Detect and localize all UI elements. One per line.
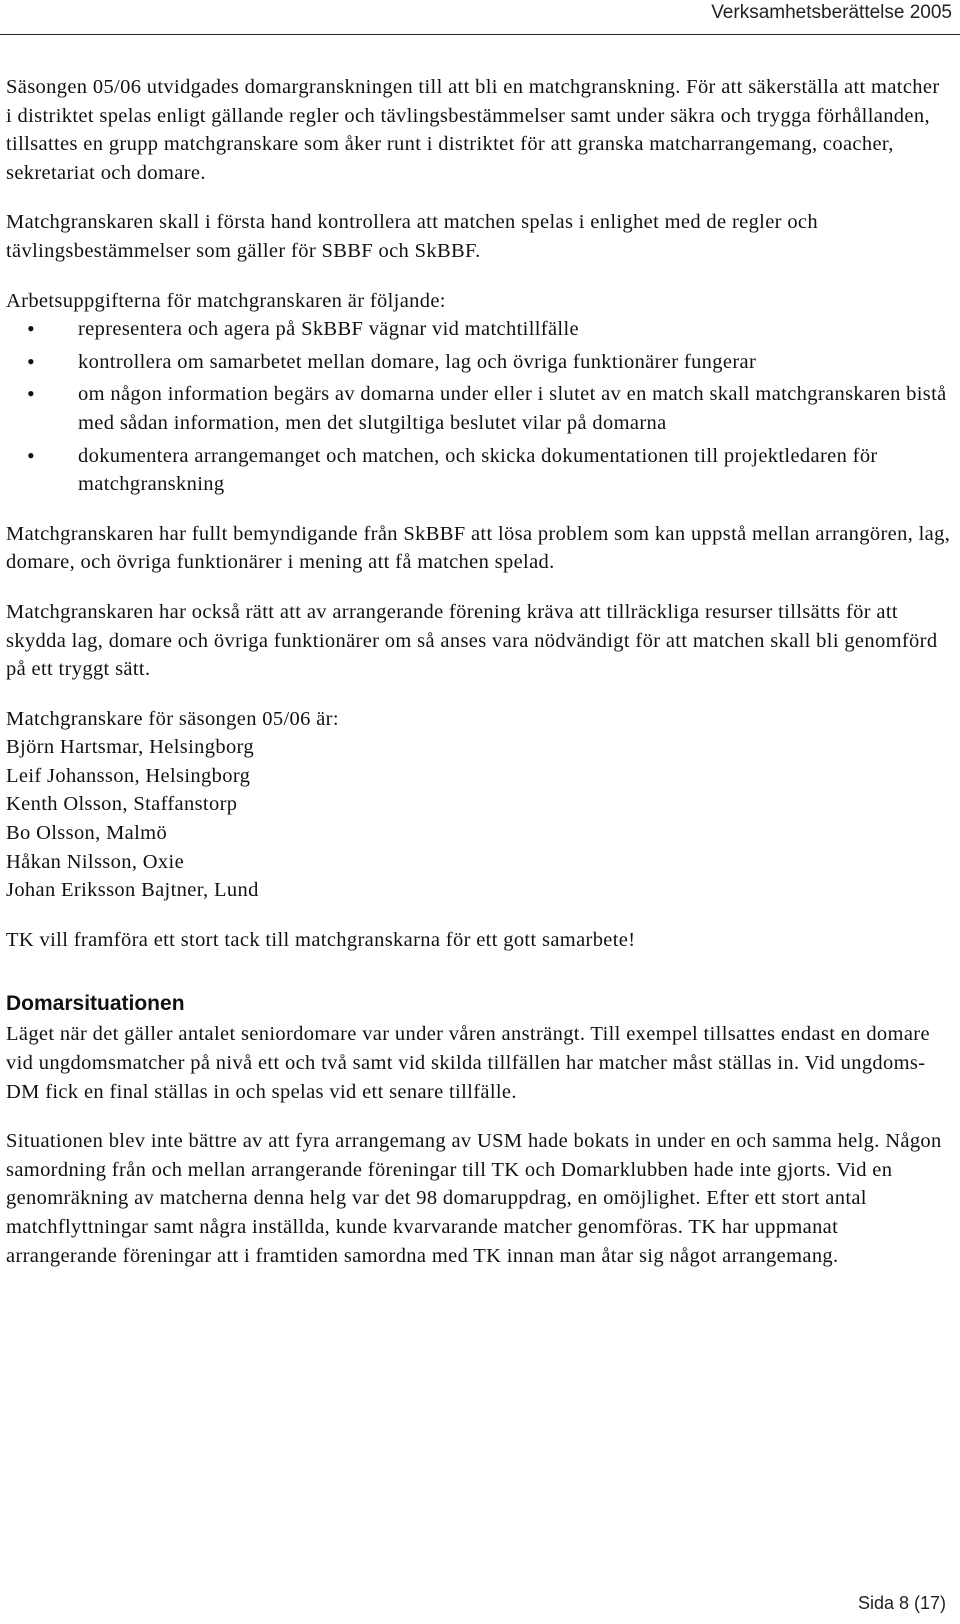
- list-item: • representera och agera på SkBBF vägnar vid matchtillfälle: [78, 315, 951, 344]
- list-item: • dokumentera arrangemanget och matchen, och skicka dokumentationen till projektledaren för matchgranskning: [78, 442, 951, 499]
- name-item: Bo Olsson, Malmö: [6, 822, 168, 845]
- list-item: • om någon information begärs av domarna under eller i slutet av en match skall matchgranskaren bistå med sådan information, men det slutgiltiga beslutet vilar på domarna: [78, 380, 951, 437]
- name-item: Leif Johansson, Helsingborg: [6, 764, 251, 787]
- paragraph-thanks: TK vill framföra ett stort tack till matchgranskarna för ett gott samarbete!: [6, 928, 636, 951]
- names-list: [6, 705, 951, 905]
- page-number: Sida 8 (17): [857, 1593, 946, 1613]
- name-item: Johan Eriksson Bajtner, Lund: [6, 879, 259, 902]
- header-divider: [0, 34, 960, 35]
- section-heading-domarsituationen: Domarsituationen: [6, 992, 185, 1016]
- document-header-title: Verksamhetsberättelse 2005: [711, 2, 952, 23]
- paragraph-intro: Säsongen 05/06 utvidgades domargranskningen till att bli en matchgranskning. För att säkerställa att matcher i distriktet spelas enligt gällande regler och tävlingsbestämmelser samt under säkra och trygga förhållanden, tillsattes en grupp matchgranskare som åker runt i distriktet för att granska matcharrangemang, coacher, sekretariat och domare.: [6, 76, 940, 184]
- tasks-intro: Arbetsuppgifterna för matchgranskaren är följande:: [6, 289, 446, 312]
- list-item: • kontrollera om samarbetet mellan domare, lag och övriga funktionärer fungerar: [78, 348, 951, 377]
- document-body: [6, 73, 951, 1291]
- name-item: Björn Hartsmar, Helsingborg: [6, 736, 254, 759]
- paragraph-usm-situation: Situationen blev inte bättre av att fyra arrangemang av USM hade bokats in under en och samma helg. Någon samordning från och mellan arrangerande föreningar till TK och Domarklubben hade inte gjorts. Vid en genomräkning av matcherna denna helg var det 98 domaruppdrag, en omöjlighet. Efter ett stort antal matchflyttningar samt några inställda, kunde kvarvarande matcher genomföras. TK har uppmanat arrangerande föreningar att i framtiden samordna med TK innan man åtar sig något arrangemang.: [6, 1130, 942, 1267]
- paragraph-authority: Matchgranskaren har fullt bemyndigande från SkBBF att lösa problem som kan uppstå mellan arrangören, lag, domare, och övriga funktionärer i mening att få matchen spelad.: [6, 522, 951, 574]
- name-item: Håkan Nilsson, Oxie: [6, 850, 185, 873]
- tasks-list: [6, 315, 951, 499]
- names-title: Matchgranskare för säsongen 05/06 är:: [6, 707, 339, 730]
- name-item: Kenth Olsson, Staffanstorp: [6, 793, 238, 816]
- paragraph-responsibility: Matchgranskaren skall i första hand kontrollera att matchen spelas i enlighet med de regler och tävlingsbestämmelser som gäller för SBBF och SkBBF.: [6, 211, 818, 262]
- paragraph-resources: Matchgranskaren har också rätt att av arrangerande förening kräva att tillräckliga resurser tillsätts för att skydda lag, domare och övriga funktionärer om så anses vara nödvändigt för att matchen skall bli genomförd på ett tryggt sätt.: [6, 600, 938, 681]
- paragraph-referee-situation: Läget när det gäller antalet seniordomare var under våren ansträngt. Till exempel tillsattes endast en domare vid ungdomsmatcher på nivå ett och två samt vid skilda tillfällen har matcher måst ställas in. Vid ungdoms-DM fick en final ställas in och spelas vid ett senare tillfälle.: [6, 1023, 930, 1103]
